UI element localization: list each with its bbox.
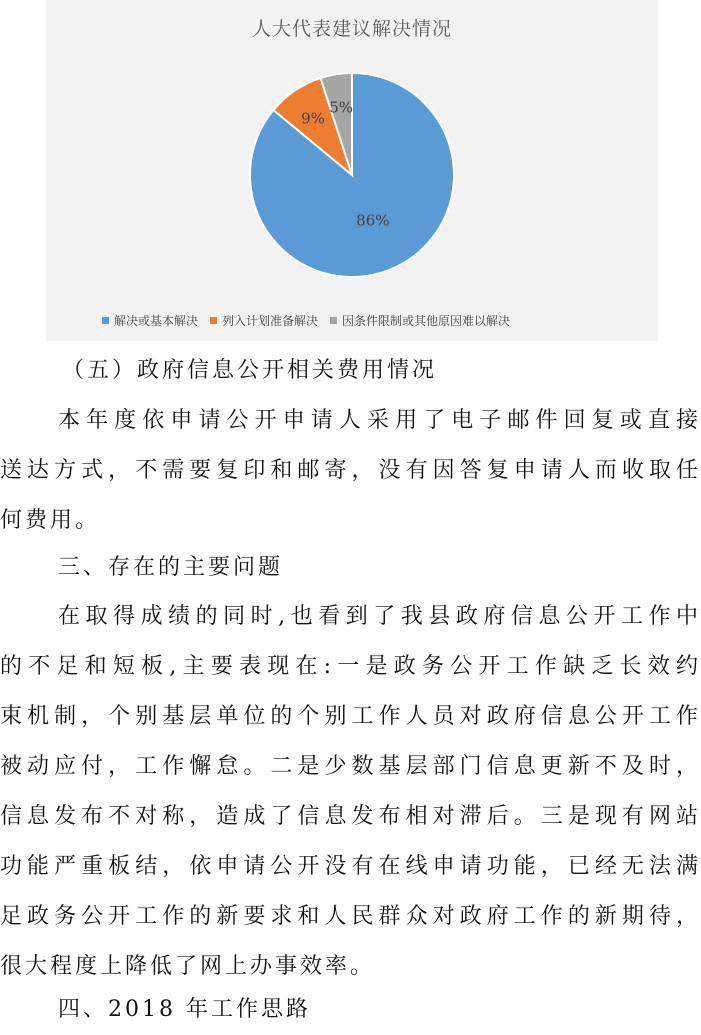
chart-legend [102, 312, 522, 329]
heading-fees [0, 346, 701, 396]
paragraph-line: 的不足和短板,主要表现在:一是政务公开工作缺乏长效约 [0, 654, 701, 679]
pie-label-resolved: 86% [356, 211, 390, 230]
legend-swatch-unresolved [330, 317, 337, 324]
legend-label-planned: 列入计划准备解决 [222, 314, 319, 328]
pie-chart [46, 0, 658, 341]
paragraph-line: 在取得成绩的同时,也看到了我县政府信息公开工作中 [58, 604, 701, 629]
legend-swatch-resolved [102, 317, 109, 324]
paragraph-line: 束机制，个别基层单位的个别工作人员对政府信息公开工作 [0, 704, 701, 729]
legend-item-unresolved [330, 312, 510, 329]
paragraph-line: 信息发布不对称，造成了信息发布相对滞后。三是现有网站 [0, 804, 701, 829]
paragraph-fees [0, 396, 701, 546]
paragraph-line: 本年度依申请公开申请人采用了电子邮件回复或直接 [58, 408, 701, 433]
heading-fees-text: （五）政府信息公开相关费用情况 [62, 358, 438, 383]
legend-swatch-planned [210, 317, 217, 324]
heading-plan-2018 [0, 985, 701, 1035]
paragraph-line: 被动应付，工作懈怠。二是少数基层部门信息更新不及时， [0, 754, 701, 779]
paragraph-line: 送达方式，不需要复印和邮寄，没有因答复申请人而收取任 [0, 458, 701, 483]
paragraph-line: 足政务公开工作的新要求和人民群众对政府工作的新期待， [0, 904, 701, 929]
pie-label-unresolved: 5% [329, 98, 354, 117]
paragraph-line: 何费用。 [0, 508, 101, 533]
legend-label-resolved: 解决或基本解决 [114, 314, 199, 328]
pie-label-planned: 9% [301, 109, 325, 128]
paragraph-line: 功能严重板结，依申请公开没有在线申请功能，已经无法满 [0, 854, 701, 879]
chart-title: 人大代表建议解决情况 [251, 18, 452, 40]
paragraph-problems [0, 592, 701, 992]
heading-problems-text: 三、存在的主要问题 [58, 555, 284, 580]
legend-item-planned [210, 312, 318, 329]
heading-plan-2018-text: 四、2018 年工作思路 [58, 997, 311, 1022]
heading-problems [0, 543, 701, 593]
legend-label-unresolved: 因条件限制或其他原因难以解决 [342, 314, 511, 328]
paragraph-line: 很大程度上降低了网上办事效率。 [0, 954, 376, 979]
legend-item-resolved [102, 312, 198, 329]
pie-chart-svg [46, 0, 658, 341]
